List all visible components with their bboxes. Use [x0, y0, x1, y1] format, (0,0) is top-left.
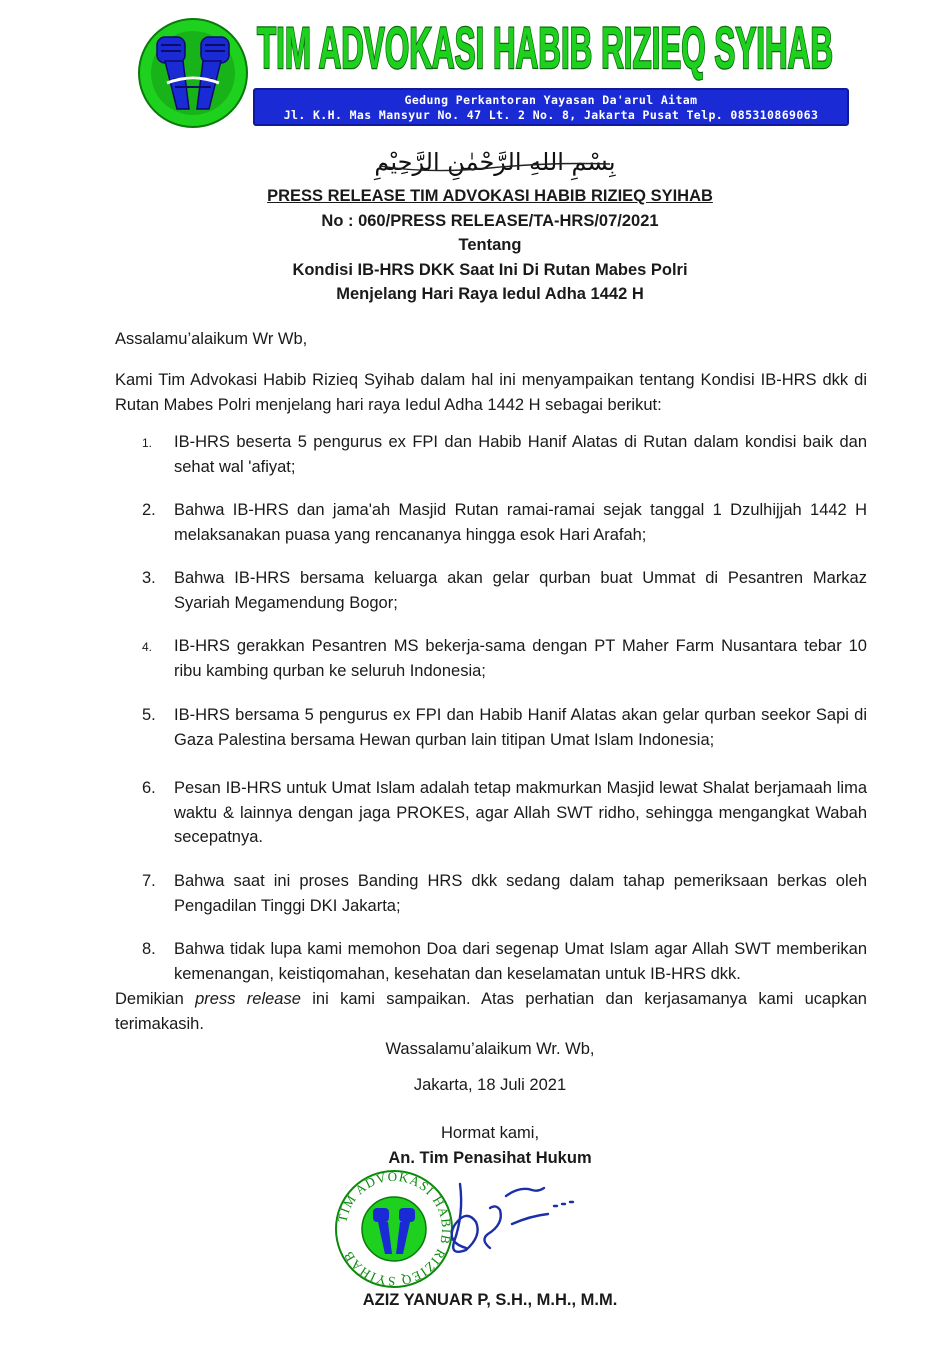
- list-item-number: 4.: [142, 640, 153, 654]
- closing-text-end: ini kami sampaikan. Atas perhatian dan kerjasamanya kami ucapkan terimakasih.: [115, 990, 867, 1033]
- closing-text-start: Demikian: [115, 990, 196, 1008]
- list-item-text: IB-HRS beserta 5 pengurus ex FPI dan Habib Hanif Alatas di Rutan dalam kondisi baik dan sehat wal 'afiyat;: [174, 433, 867, 476]
- regards: Hormat kami,: [440, 1124, 540, 1142]
- about-label: Tentang: [458, 236, 522, 254]
- list-item-text: Bahwa IB-HRS dan jama'ah Masjid Rutan ramai-ramai sejak tanggal 1 Dzulhijjah 1442 H melaksanakan puasa yang rencananya hingga esok Hari Arafah;: [174, 501, 867, 544]
- place-date: Jakarta, 18 Juli 2021: [413, 1076, 567, 1094]
- address-banner: [253, 88, 849, 126]
- list-item-number: 2.: [142, 501, 156, 519]
- list-item-text: Bahwa saat ini proses Banding HRS dkk sedang dalam tahap pemeriksaan berkas oleh Pengadilan Tinggi DKI Jakarta;: [174, 872, 867, 915]
- address-line-1: Gedung Perkantoran Yayasan Da'arul Aitam: [404, 93, 698, 107]
- closing-italic-term: press release: [195, 990, 301, 1008]
- svg-text:TIM ADVOKASI HABIB RIZIEQ SYIH: TIM ADVOKASI HABIB RIZIEQ SYIHAB: [257, 16, 833, 81]
- document-heading: [100, 184, 880, 307]
- document-number: No : 060/PRESS RELEASE/TA-HRS/07/2021: [321, 211, 659, 230]
- list-item-number: 1.: [142, 436, 153, 450]
- organization-name: [255, 12, 835, 82]
- press-release-title: PRESS RELEASE TIM ADVOKASI HABIB RIZIEQ SYIHAB: [267, 187, 713, 205]
- list-item-number: 6.: [142, 779, 156, 797]
- list-item-text: Pesan IB-HRS untuk Umat Islam adalah tetap makmurkan Masjid lewat Shalat berjamaah lima waktu & lainnya dengan jaga PROKES, agar Allah SWT ridho, sehingga mengangkat Wabah secepatnya.: [174, 779, 867, 846]
- list-item-text: Bahwa IB-HRS bersama keluarga akan gelar qurban buat Ummat di Pesantren Markaz Syariah Megamendung Bogor;: [174, 569, 867, 612]
- closing-salam: Wassalamu’alaikum Wr. Wb,: [385, 1040, 595, 1058]
- list-item-number: 5.: [142, 706, 156, 724]
- on-behalf-of: An. Tim Penasihat Hukum: [388, 1149, 592, 1167]
- list-item-number: 7.: [142, 872, 156, 890]
- subject-line-2: Menjelang Hari Raya Iedul Adha 1442 H: [336, 285, 644, 303]
- list-item-text: IB-HRS bersama 5 pengurus ex FPI dan Habib Hanif Alatas akan gelar qurban seekor Sapi di Gaza Palestina bersama Hewan qurban lain titipan Umat Islam Indonesia;: [174, 706, 867, 749]
- svg-text:بِسْمِ اللهِ الرَّحْمٰنِ الرَّ: بِسْمِ اللهِ الرَّحْمٰنِ الرَّحِيْمِ: [374, 148, 616, 176]
- subject-line-1: Kondisi IB-HRS DKK Saat Ini Di Rutan Mabes Polri: [292, 260, 688, 279]
- closing-paragraph: [115, 987, 867, 1036]
- address-line-2: Jl. K.H. Mas Mansyur No. 47 Lt. 2 No. 8, Jakarta Pusat Telp. 085310869063: [283, 108, 819, 122]
- list-item-text: IB-HRS gerakkan Pesantren MS bekerja-sama dengan PT Maher Farm Nusantara tebar 10 ribu kambing qurban ke seluruh Indonesia;: [174, 637, 867, 680]
- handwritten-signature: [420, 1164, 580, 1284]
- list-item-number: 8.: [142, 940, 156, 958]
- svg-text:TIM ADVOKASI HABIB RIZIEQ SYIH: TIM ADVOKASI HABIB RIZIEQ SYIHAB: [334, 1168, 455, 1290]
- basmala-calligraphy: [370, 140, 620, 182]
- list-item-number: 3.: [142, 569, 156, 587]
- signer-name: AZIZ YANUAR P, S.H., M.H., M.M.: [362, 1291, 618, 1309]
- intro-paragraph: Kami Tim Advokasi Habib Rizieq Syihab dalam hal ini menyampaikan tentang Kondisi IB-HRS dkk di Rutan Mabes Polri menjelang hari raya Iedul Adha 1442 H sebagai berikut:: [115, 371, 867, 414]
- list-item-text: Bahwa tidak lupa kami memohon Doa dari segenap Umat Islam agar Allah SWT memberikan kemenangan, keistiqomahan, kesehatan dan keselamatan untuk IB-HRS dkk.: [174, 940, 867, 983]
- greeting: Assalamu’alaikum Wr Wb,: [115, 330, 308, 348]
- organization-logo: [137, 17, 249, 129]
